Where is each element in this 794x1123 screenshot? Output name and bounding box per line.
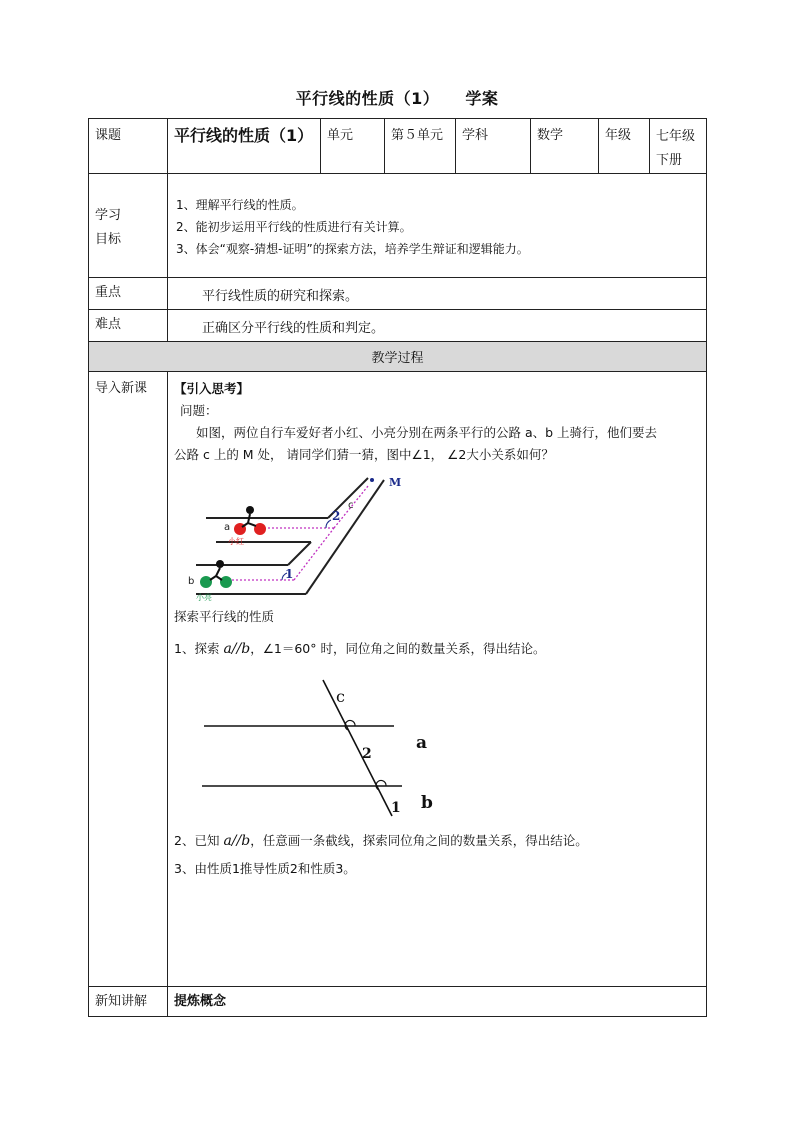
angle-2-arc: [326, 520, 331, 528]
task-1-relation: a//b: [223, 641, 251, 657]
page-title: [0, 86, 794, 109]
new-knowledge-text: 提炼概念: [174, 994, 227, 1009]
grade-value-2: 下册: [656, 153, 683, 168]
task-2-pre: 2、已知: [174, 833, 224, 848]
new-knowledge-label: 新知讲解: [95, 994, 148, 1009]
key-point-text: 平行线性质的研究和探索。: [202, 289, 359, 304]
task-1-pre: 1、探索: [174, 641, 224, 656]
goals-label-2: 目标: [95, 232, 122, 247]
goal-item-2: 2、能初步运用平行线的性质进行有关计算。: [176, 220, 412, 234]
topic-value: 平行线的性质（1）: [174, 126, 314, 145]
grade-label: 年级: [605, 128, 632, 143]
unit-value: 第５单元: [391, 128, 444, 143]
label-2: 2: [362, 746, 372, 762]
goal-item-1: 1、理解平行线的性质。: [176, 198, 304, 212]
intro-label: 导入新课: [95, 381, 148, 396]
task-1-post: ，∠1＝60° 时，同位角之间的数量关系，得出结论。: [250, 641, 546, 656]
line-c: [323, 680, 392, 816]
label-c: c: [348, 500, 354, 511]
label-2: 2: [332, 509, 341, 523]
goals-row: [89, 174, 707, 278]
label-1: 1: [391, 800, 401, 816]
key-point-label: 重点: [95, 285, 122, 300]
question-label: 问题：: [180, 403, 218, 418]
label-b: b: [421, 793, 433, 813]
key-point-row: [89, 278, 707, 310]
label-b: b: [188, 576, 195, 587]
new-knowledge-row: [89, 987, 707, 1017]
task-2-relation: a//b: [223, 833, 251, 849]
transversal-figure: [202, 678, 482, 826]
goals-label-1: 学习: [95, 208, 122, 223]
header-row: [89, 119, 707, 174]
process-band-row: [89, 342, 707, 372]
cyclist-red: [234, 506, 266, 535]
label-1: 1: [285, 567, 294, 581]
question-line-1: 如图，两位自行车爱好者小红、小亮分别在两条平行的公路 a、b 上骑行，他们要去: [196, 425, 658, 440]
subject-label: 学科: [462, 128, 489, 143]
label-c: c: [336, 687, 345, 706]
title-suffix: 学案: [465, 89, 499, 108]
road-b-ramp-top: [288, 542, 311, 565]
difficulty-text: 正确区分平行线的性质和判定。: [202, 321, 385, 336]
lesson-table: [88, 118, 707, 1017]
task-1: [174, 638, 700, 660]
intro-row: [89, 372, 707, 987]
goal-item-3: 3、体会“观察-猜想-证明”的探索方法，培养学生辩证和逻辑能力。: [176, 242, 529, 256]
topic-label: 课题: [95, 128, 122, 143]
explore-title: 探索平行线的性质: [174, 609, 275, 624]
bicycle-roads-figure: [176, 468, 426, 606]
label-m: M: [389, 476, 402, 489]
intro-heading: 【引入思考】: [174, 381, 250, 396]
subject-value: 数学: [537, 128, 564, 143]
grade-value-1: 七年级: [656, 129, 696, 144]
question-line-2: 公路 c 上的 M 处， 请同学们猜一猜，图中∠1， ∠2大小关系如何？: [174, 447, 554, 462]
point-m: [370, 478, 374, 482]
label-a: a: [416, 733, 428, 753]
task-2-post: ，任意画一条截线，探索同位角之间的数量关系，得出结论。: [250, 833, 588, 848]
label-a: a: [224, 522, 231, 533]
difficulty-row: [89, 310, 707, 342]
task-3: 3、由性质1推导性质2和性质3。: [174, 861, 356, 876]
name-red: 小红: [228, 537, 244, 546]
unit-label: 单元: [327, 128, 354, 143]
task-2: [174, 830, 700, 852]
name-green: 小亮: [196, 593, 212, 602]
road-c-right: [306, 480, 384, 594]
title-main: 平行线的性质（1）: [295, 89, 440, 108]
difficulty-label: 难点: [95, 317, 122, 332]
process-band: 教学过程: [371, 351, 424, 366]
